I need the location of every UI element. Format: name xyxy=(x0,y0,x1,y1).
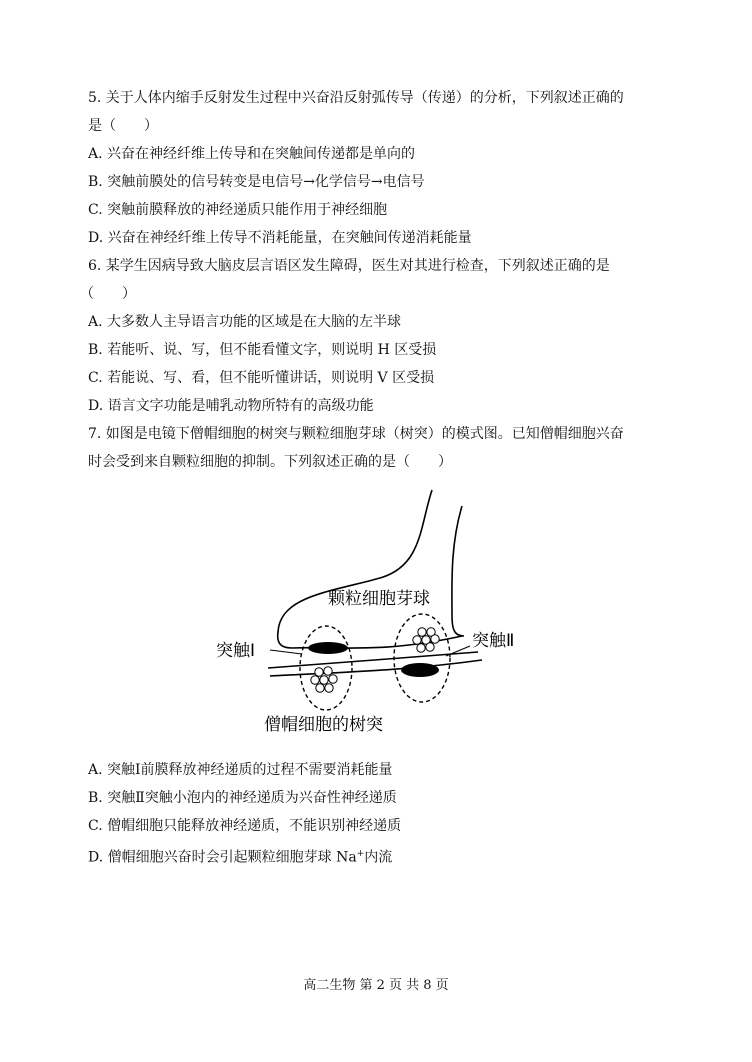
q6-option-a: A. 大多数人主导语言功能的区域是在大脑的左半球 xyxy=(88,314,402,330)
q5-option-a: A. 兴奋在神经纤维上传导和在突触间传递都是单向的 xyxy=(88,146,416,162)
synapse-1-leader xyxy=(270,650,302,654)
q5-option-c: C. 突触前膜释放的神经递质只能作用于神经细胞 xyxy=(88,202,388,218)
q6-option-d: D. 语言文字功能是哺乳动物所特有的高级功能 xyxy=(88,398,374,414)
synapse-diagram xyxy=(200,486,550,742)
q7-stem-cont: 时会受到来自颗粒细胞的抑制。下列叙述正确的是（ ） xyxy=(88,454,452,470)
mitral-membrane-top xyxy=(268,652,478,668)
synapse-1-vesicles xyxy=(311,667,337,692)
granule-spine-outline xyxy=(278,490,432,648)
q6-option-b: B. 若能听、说、写，但不能看懂文字，则说明 H 区受损 xyxy=(88,342,437,358)
granule-spine-label: 颗粒细胞芽球 xyxy=(328,589,430,609)
q5-option-b: B. 突触前膜处的信号转变是电信号→化学信号→电信号 xyxy=(88,174,425,190)
page-footer: 高二生物 第 2 页 共 8 页 xyxy=(303,978,449,993)
q6-stem-cont: （ ） xyxy=(80,286,136,302)
synapse-2-density xyxy=(401,663,439,677)
mitral-dendrite-label: 僧帽细胞的树突 xyxy=(264,715,383,735)
q7-option-b: B. 突触Ⅱ突触小泡内的神经递质为兴奋性神经递质 xyxy=(88,790,397,806)
q5-option-d: D. 兴奋在神经纤维上传导不消耗能量，在突触间传递消耗能量 xyxy=(88,230,472,246)
q7-option-d-text: D. 僧帽细胞兴奋时会引起颗粒细胞芽球 Na xyxy=(88,849,357,866)
granule-spine-outline-right xyxy=(452,506,464,636)
q7-stem: 7. 如图是电镜下僧帽细胞的树突与颗粒细胞芽球（树突）的模式图。已知僧帽细胞兴奋 xyxy=(88,426,624,442)
q5-stem: 5. 关于人体内缩手反射发生过程中兴奋沿反射弧传导（传递）的分析，下列叙述正确的 xyxy=(88,90,624,106)
q7-option-d-text-end: 内流 xyxy=(364,849,393,866)
mitral-membrane-bottom xyxy=(270,660,482,676)
synapse-1-label: 突触Ⅰ xyxy=(216,641,256,661)
synapse-2-label: 突触Ⅱ xyxy=(472,631,515,651)
q7-option-a: A. 突触Ⅰ前膜释放神经递质的过程不需要消耗能量 xyxy=(88,762,393,778)
q7-option-c: C. 僧帽细胞只能释放神经递质，不能识别神经递质 xyxy=(88,818,402,834)
q5-stem-cont: 是（ ） xyxy=(88,118,158,134)
q6-stem: 6. 某学生因病导致大脑皮层言语区发生障碍，医生对其进行检查，下列叙述正确的是 xyxy=(88,258,610,274)
synapse-2-vesicles xyxy=(413,628,439,652)
q7-option-d xyxy=(88,844,392,868)
q6-option-c: C. 若能说、写、看，但不能听懂讲话，则说明 V 区受损 xyxy=(88,370,435,386)
q7-option-d-superscript: + xyxy=(356,849,365,859)
synapse-1-density xyxy=(308,642,348,654)
